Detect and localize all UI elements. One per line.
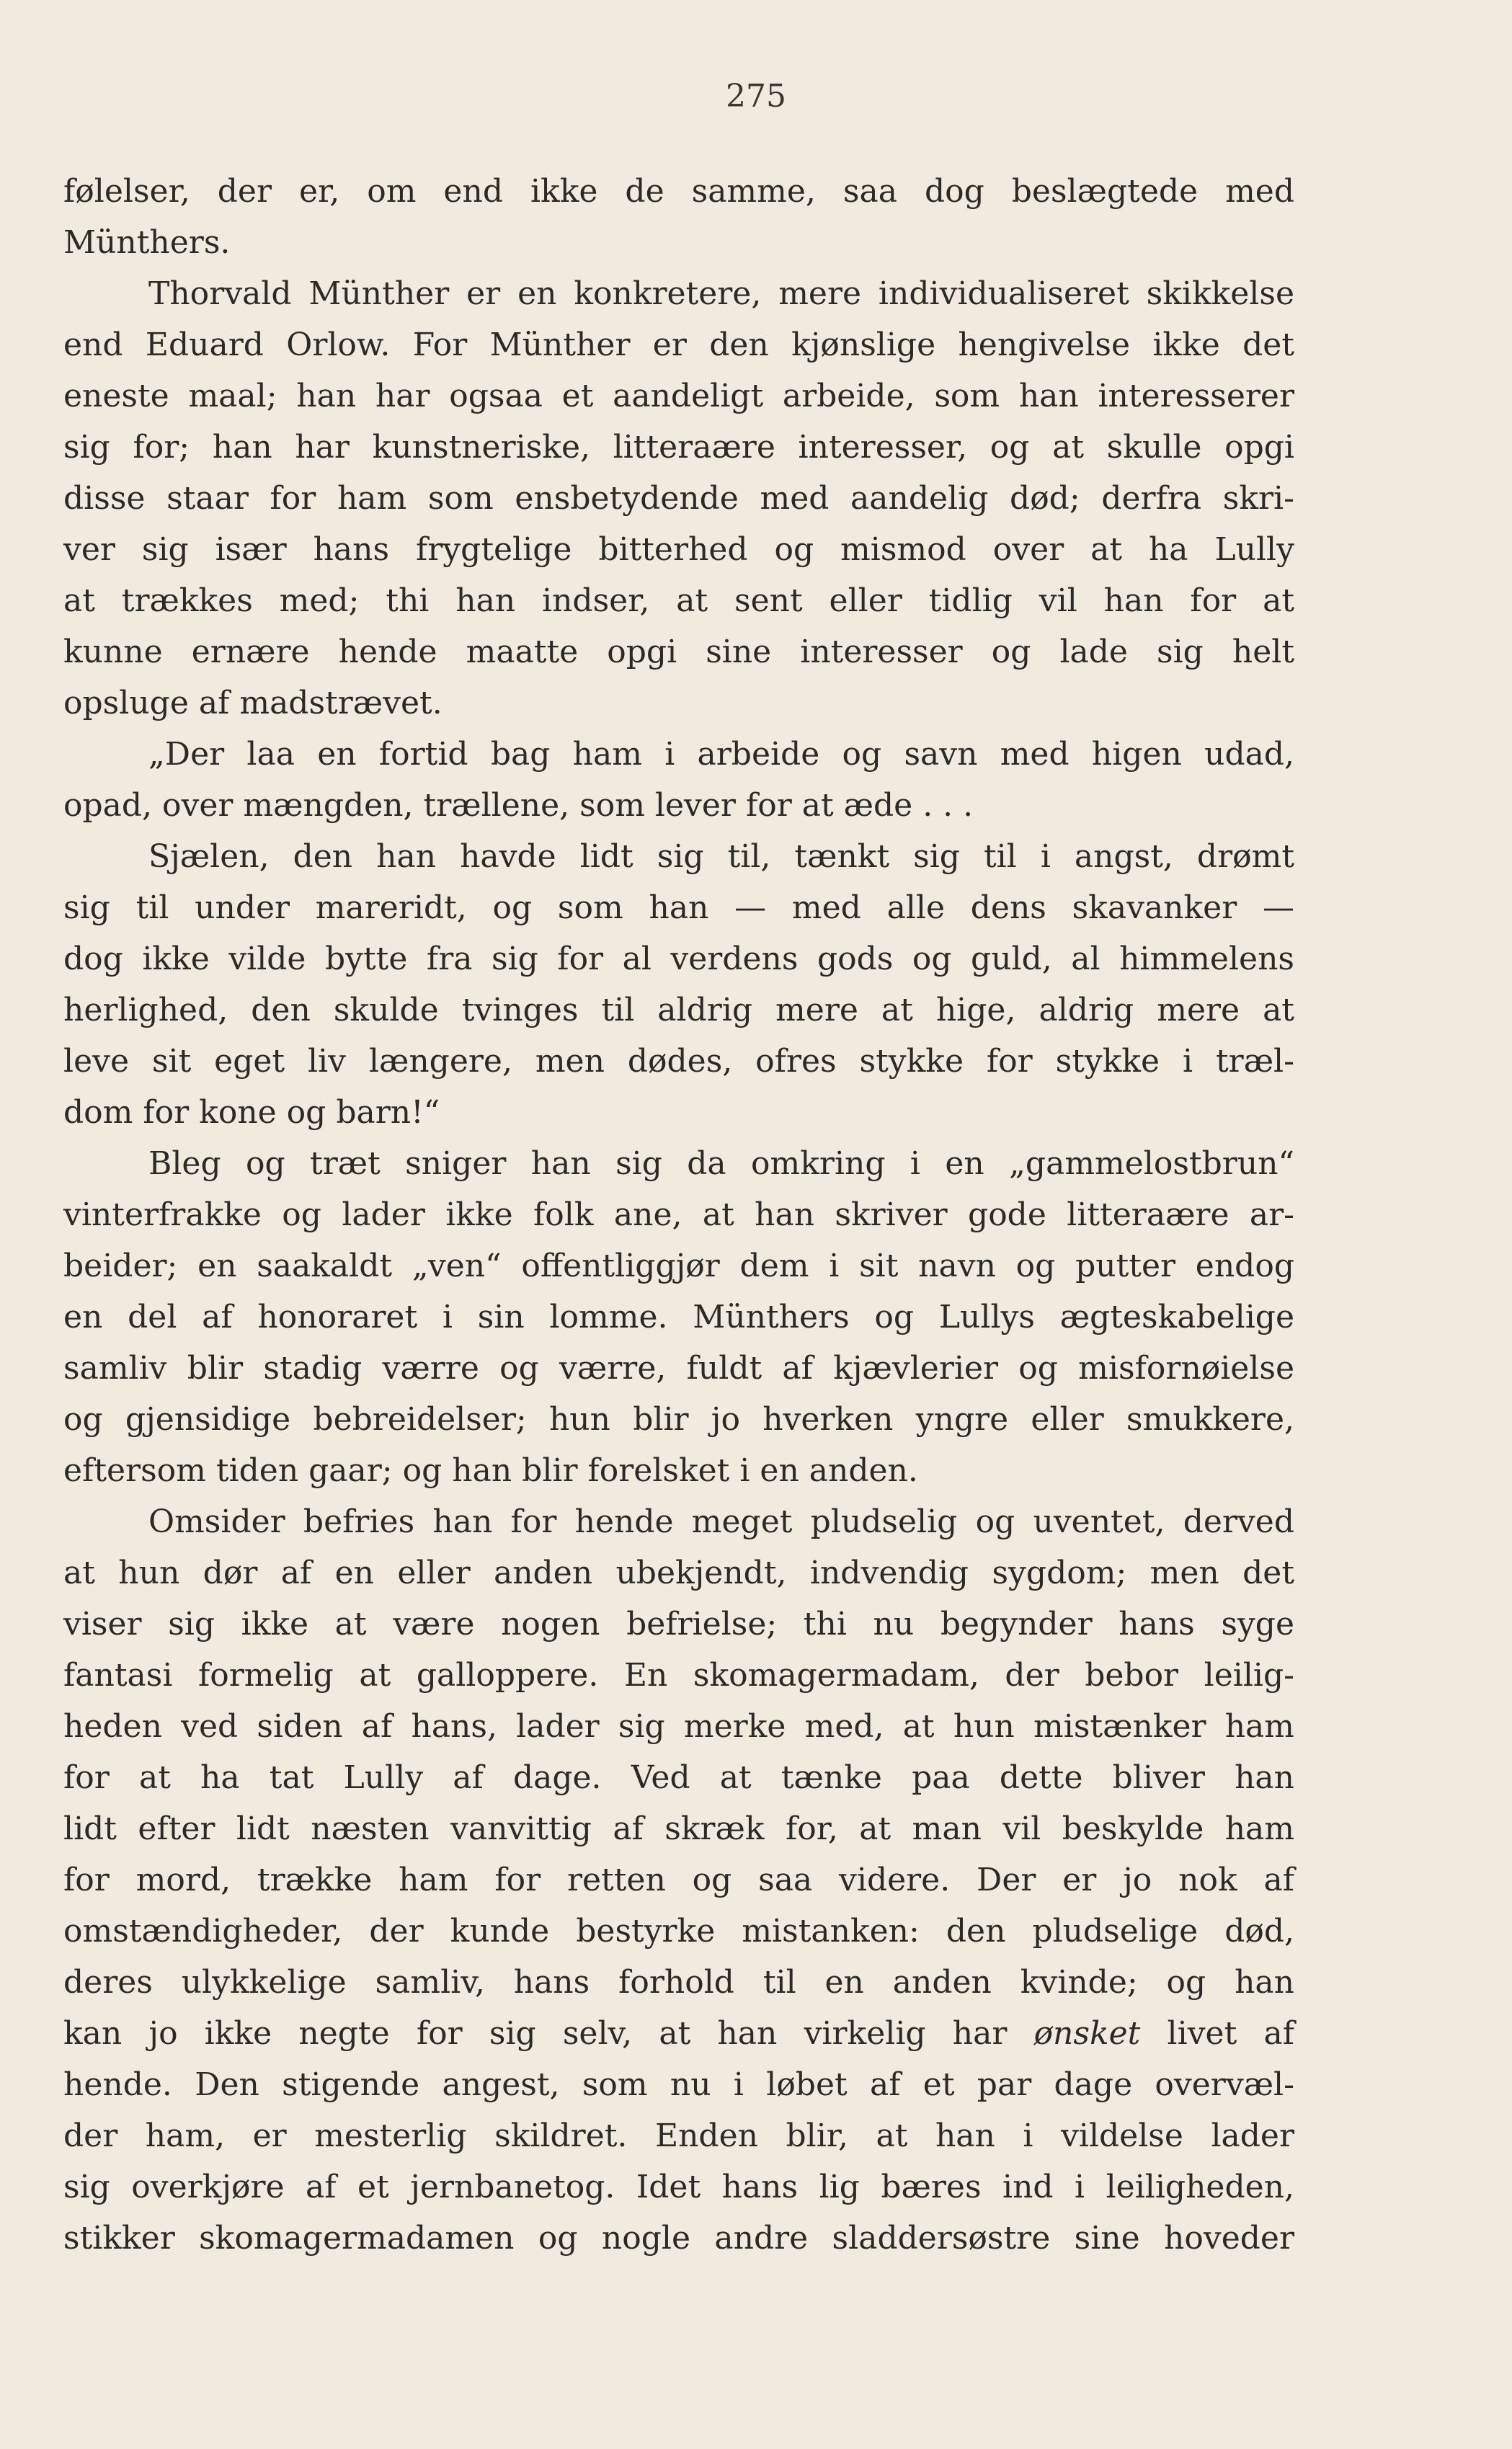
- text-line-content: stikker skomagermadamen og nogle andre sladdersøstre sine hoveder: [63, 2220, 1294, 2257]
- text-line: [63, 1547, 1294, 1599]
- text-line-content: og gjensidige bebreidelser; hun blir jo hverken yngre eller smukkere,: [63, 1401, 1294, 1438]
- text-line: [63, 2008, 1294, 2059]
- text-line-content: end Eduard Orlow. For Münther er den kjønslige hengivelse ikke det: [63, 326, 1294, 363]
- text-line-content: at hun dør af en eller anden ubekjendt, indvendig sygdom; men det: [63, 1555, 1294, 1591]
- text-line-content: ver sig især hans frygtelige bitterhed og mismod over at ha Lully: [63, 531, 1294, 568]
- text-line: [63, 524, 1294, 575]
- text-line: [63, 2213, 1294, 2264]
- text-line: [63, 1343, 1294, 1394]
- text-line-content: Sjælen, den han havde lidt sig til, tænkt sig til i angst, drømt: [148, 838, 1294, 875]
- text-line-content: heden ved siden af hans, lader sig merke med, at hun mistænker ham: [63, 1708, 1294, 1745]
- text-line: [63, 575, 1294, 626]
- emphasized-word: ønsket: [1033, 2015, 1141, 2052]
- text-line-content: opad, over mængden, trællene, som lever for at æde . . .: [63, 787, 974, 824]
- text-line-continuation: livet af: [1140, 2015, 1294, 2052]
- text-line: [63, 1036, 1294, 1087]
- text-line: [63, 933, 1294, 985]
- text-line-content: Bleg og træt sniger han sig da omkring i en „gammelostbrun“: [148, 1145, 1294, 1182]
- text-line: [63, 780, 1294, 831]
- text-line: [63, 370, 1294, 422]
- text-line: [63, 882, 1294, 933]
- text-line-content: for mord, trække ham for retten og saa videre. Der er jo nok af: [63, 1862, 1294, 1898]
- text-line-content: fantasi formelig at galloppere. En skomagermadam, der bebor leilig-: [63, 1657, 1294, 1694]
- text-line-content: at trækkes med; thi han indser, at sent eller tidlig vil han for at: [63, 582, 1294, 619]
- text-line: [63, 1650, 1294, 1701]
- text-line: [63, 1138, 1294, 1189]
- text-line-content: lidt efter lidt næsten vanvittig af skræk for, at man vil beskylde ham: [63, 1810, 1294, 1847]
- text-line: [63, 1701, 1294, 1752]
- text-line: [63, 1189, 1294, 1240]
- text-line: [63, 729, 1294, 780]
- text-line-content: kan jo ikke negte for sig selv, at han virkelig har: [63, 2015, 1008, 2052]
- text-line-content: viser sig ikke at være nogen befrielse; thi nu begynder hans syge: [63, 1606, 1294, 1643]
- text-line-content: Münthers.: [63, 224, 231, 261]
- text-line: [63, 1752, 1294, 1803]
- page-number: 275: [726, 78, 786, 115]
- text-line: [63, 1906, 1294, 1957]
- text-line: [63, 1496, 1294, 1547]
- text-line: [63, 1240, 1294, 1292]
- text-line-content: dom for kone og barn!“: [63, 1094, 440, 1131]
- text-line-content: disse staar for ham som ensbetydende med aandelig død; derfra skri-: [63, 480, 1294, 517]
- text-line: [63, 1957, 1294, 2008]
- text-line: [63, 1599, 1294, 1650]
- text-line-content: deres ulykkelige samliv, hans forhold til en anden kvinde; og han: [63, 1964, 1294, 2001]
- body-text: [63, 166, 1294, 2264]
- text-line: [63, 1445, 1294, 1496]
- text-line-content: samliv blir stadig værre og værre, fuldt af kjævlerier og misfornøielse: [63, 1350, 1294, 1387]
- text-line-content: beider; en saakaldt „ven“ offentliggjør dem i sit navn og putter endog: [63, 1248, 1294, 1284]
- text-line-content: for at ha tat Lully af dage. Ved at tænke paa dette bliver han: [63, 1759, 1294, 1796]
- text-line-content: kunne ernære hende maatte opgi sine interesser og lade sig helt: [63, 634, 1294, 670]
- text-line: [63, 1854, 1294, 1906]
- text-line: [63, 319, 1294, 370]
- text-line: [63, 422, 1294, 473]
- text-line-content: Thorvald Münther er en konkretere, mere individualiseret skikkelse: [148, 275, 1294, 312]
- text-line: [63, 166, 1294, 217]
- text-line-content: sig for; han har kunstneriske, litteraære interesser, og at skulle opgi: [63, 429, 1294, 466]
- text-line-content: dog ikke vilde bytte fra sig for al verdens gods og guld, al himmelens: [63, 941, 1294, 977]
- text-line: [63, 217, 1294, 268]
- text-line-content: sig til under mareridt, og som han — med alle dens skavanker —: [63, 889, 1294, 926]
- text-line: [63, 473, 1294, 524]
- text-line-content: eftersom tiden gaar; og han blir forelsket i en anden.: [63, 1452, 918, 1489]
- text-line: [63, 2059, 1294, 2110]
- text-line: [63, 268, 1294, 319]
- text-line: [63, 985, 1294, 1036]
- text-line-content: eneste maal; han har ogsaa et aandeligt arbeide, som han interesserer: [63, 378, 1294, 414]
- text-line: [63, 677, 1294, 729]
- text-line-content: hende. Den stigende angest, som nu i løbet af et par dage overvæl-: [63, 2066, 1294, 2103]
- text-line: [63, 1292, 1294, 1343]
- text-line: [63, 1087, 1294, 1138]
- text-line-content: Omsider befries han for hende meget pludselig og uventet, derved: [148, 1503, 1294, 1540]
- text-line: [63, 2161, 1294, 2213]
- text-line: [63, 1803, 1294, 1854]
- text-line-content: vinterfrakke og lader ikke folk ane, at han skriver gode litteraære ar-: [63, 1196, 1294, 1233]
- text-line-content: „Der laa en fortid bag ham i arbeide og savn med higen udad,: [148, 736, 1294, 773]
- text-line-content: omstændigheder, der kunde bestyrke mistanken: den pludselige død,: [63, 1913, 1294, 1950]
- text-line-content: leve sit eget liv længere, men dødes, ofres stykke for stykke i træl-: [63, 1043, 1294, 1080]
- text-line-content: en del af honoraret i sin lomme. Münthers og Lullys ægteskabelige: [63, 1299, 1294, 1335]
- text-line-content: følelser, der er, om end ikke de samme, saa dog beslægtede med: [63, 173, 1294, 210]
- text-line: [63, 1394, 1294, 1445]
- text-line-content: sig overkjøre af et jernbanetog. Idet hans lig bæres ind i leiligheden,: [63, 2169, 1294, 2205]
- text-line-content: herlighed, den skulde tvinges til aldrig mere at hige, aldrig mere at: [63, 992, 1294, 1028]
- text-line: [63, 831, 1294, 882]
- text-line-content: opsluge af madstrævet.: [63, 685, 443, 721]
- text-line: [63, 2110, 1294, 2161]
- text-line-content: der ham, er mesterlig skildret. Enden blir, at han i vildelse lader: [63, 2117, 1294, 2154]
- text-line: [63, 626, 1294, 677]
